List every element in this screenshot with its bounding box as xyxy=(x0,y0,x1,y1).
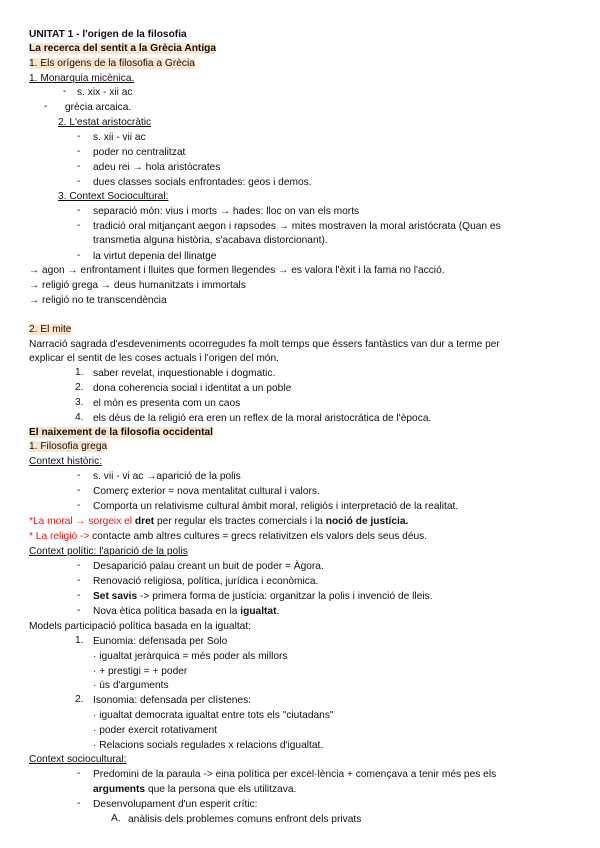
estat-item: dues classes socials enfrontades: geos i demos. xyxy=(93,177,312,188)
dash-marker: - xyxy=(77,485,81,496)
heading-context-sociocultural: 3. Context Sociocultural: xyxy=(58,191,169,202)
heading-context-historic: Context històric: xyxy=(29,456,103,467)
dash-marker: - xyxy=(77,470,81,481)
number-marker: 3. xyxy=(75,397,84,408)
heading-origens: 1. Els orígens de la filosofia a Grècia xyxy=(29,58,195,69)
monarquia-item: grècia arcaica. xyxy=(65,102,132,113)
isonomia-item: · igualtat democrata igualtat entre tots els "ciutadans" xyxy=(93,710,334,721)
dash-marker: - xyxy=(77,161,81,172)
historic-item: s. vii - vi ac →aparició de la polis xyxy=(93,471,241,482)
isonomia-item: · poder exercit rotativament xyxy=(93,725,218,736)
heading-estat: 2. L'estat aristocràtic xyxy=(58,117,152,128)
dash-marker: - xyxy=(77,560,81,571)
number-marker: 1. xyxy=(75,367,84,378)
mite-item: dona coherencia social i identitat a un poble xyxy=(93,383,292,394)
dash-marker: - xyxy=(77,605,81,616)
context-item-continued: transmetia alguna història, s'acabava distorcionant). xyxy=(93,235,328,246)
dash-marker: - xyxy=(77,250,81,261)
arrow-line: → religió no te transcendència xyxy=(29,295,167,306)
politic-item: Set savis -> primera forma de justícia: organitzar la polis i invenció de lleis. xyxy=(93,591,433,602)
estat-item: poder no centralitzat xyxy=(93,147,186,158)
dash-marker: - xyxy=(77,205,81,216)
context-item: separació món: vius i morts → hades: lloc on van els morts xyxy=(93,206,360,217)
dash-marker: - xyxy=(77,176,81,187)
estat-item: s. xii - vii ac xyxy=(93,132,146,143)
eunomia-item: · ús d'arguments xyxy=(93,680,169,691)
monarquia-item: s. xix - xii ac xyxy=(77,87,133,98)
politic-item: Renovació religiosa, política, jurídica i econòmica. xyxy=(93,576,319,587)
number-marker: 1. xyxy=(75,635,84,646)
socio2-item: Desenvolupament d'un esperit crític: xyxy=(93,799,258,810)
heading-context-sociocultural-2: Context sociocultural: xyxy=(29,754,127,765)
dash-marker: - xyxy=(77,798,81,809)
document-title: UNITAT 1 - l'origen de la filosofia xyxy=(29,29,187,40)
socio2-subitem: anàlisis dels problemes comuns enfront dels privats xyxy=(128,814,362,825)
mite-paragraph: Narració sagrada d'esdeveniments ocorregudes fa molt temps que éssers fantàstics van dur a terme per xyxy=(29,339,500,350)
historic-item: Comerç exterior = nova mentalitat cultural i valors. xyxy=(93,486,320,497)
heading-mite: 2. El mite xyxy=(29,324,72,335)
estat-item: adeu rei → hola aristòcrates xyxy=(93,162,221,173)
number-marker: 2. xyxy=(75,694,84,705)
number-marker: 4. xyxy=(75,412,84,423)
heading-naixement: El naixement de la filosofia occidental xyxy=(29,427,213,438)
isonomia-title: Isonomia: defensada per clístenes: xyxy=(93,695,252,706)
heading-monarquia: 1. Monarquia micènica. xyxy=(29,73,135,84)
arrow-line: → agon → enfrontament i lluites que formen llegendes → es valora l'èxit i la fama no l'acció. xyxy=(29,265,445,276)
number-marker: 2. xyxy=(75,382,84,393)
dash-marker: - xyxy=(44,101,48,112)
dash-marker: - xyxy=(77,575,81,586)
dash-marker: - xyxy=(77,590,81,601)
socio2-item: Predomini de la paraula -> eina política per excel·lència + començava a tenir més pes els xyxy=(93,769,497,780)
politic-item: Desaparició palau creant un buit de poder = Àgora. xyxy=(93,561,324,572)
models-title: Models participació política basada en la igualtat: xyxy=(29,621,251,632)
mite-paragraph-continued: explicar el sentit de les coses actuals i l'origen del món. xyxy=(29,353,279,364)
heading-recerca: La recerca del sentit a la Grècia Antiga xyxy=(29,43,217,54)
arrow-line: → religió grega → deus humanitzats i immortals xyxy=(29,280,246,291)
letter-marker: A. xyxy=(111,813,121,824)
eunomia-title: Eunomia: defensada per Solo xyxy=(93,636,228,647)
dash-marker: - xyxy=(77,220,81,231)
heading-context-politic: Context polític: l'aparició de la polis xyxy=(29,546,188,557)
dash-marker: - xyxy=(77,146,81,157)
mite-item: el món es presenta com un caos xyxy=(93,398,241,409)
dash-marker: - xyxy=(77,131,81,142)
context-item: tradició oral mitjançant aegon i rapsodes → mites mostraven la moral aristócrata (Quan es xyxy=(93,221,501,232)
mite-item: els déus de la religió era eren un reflex de la moral aristocrática de l'època. xyxy=(93,413,432,424)
eunomia-item: · + prestigi = + poder xyxy=(93,666,188,677)
dash-marker: - xyxy=(63,86,67,97)
note-moral: *La moral → sorgeix el dret per regular els tractes comercials i la noció de justícia. xyxy=(29,516,409,527)
politic-item: Nova ètica política basada en la igualtat. xyxy=(93,606,280,617)
historic-item: Comporta un relativisme cultural àmbit moral, religiós i interpretació de la realitat. xyxy=(93,501,459,512)
socio2-item-continued: arguments que la persona que els utilitzava. xyxy=(93,784,297,795)
dash-marker: - xyxy=(77,500,81,511)
eunomia-item: · igualtat jeràrquica = més poder als millors xyxy=(93,651,288,662)
heading-filosofia-grega: 1. Filosofia grega xyxy=(29,441,108,452)
context-item: la virtut depenia del llinatge xyxy=(93,251,217,262)
dash-marker: - xyxy=(77,768,81,779)
note-religio: * La religió -> contacte amb altres cultures = grecs relativitzen els valors dels seus déus. xyxy=(29,531,428,542)
isonomia-item: · Relacions socials regulades x relacions d'igualtat. xyxy=(93,740,324,751)
mite-item: saber revelat, inquestionable i dogmatic. xyxy=(93,368,276,379)
